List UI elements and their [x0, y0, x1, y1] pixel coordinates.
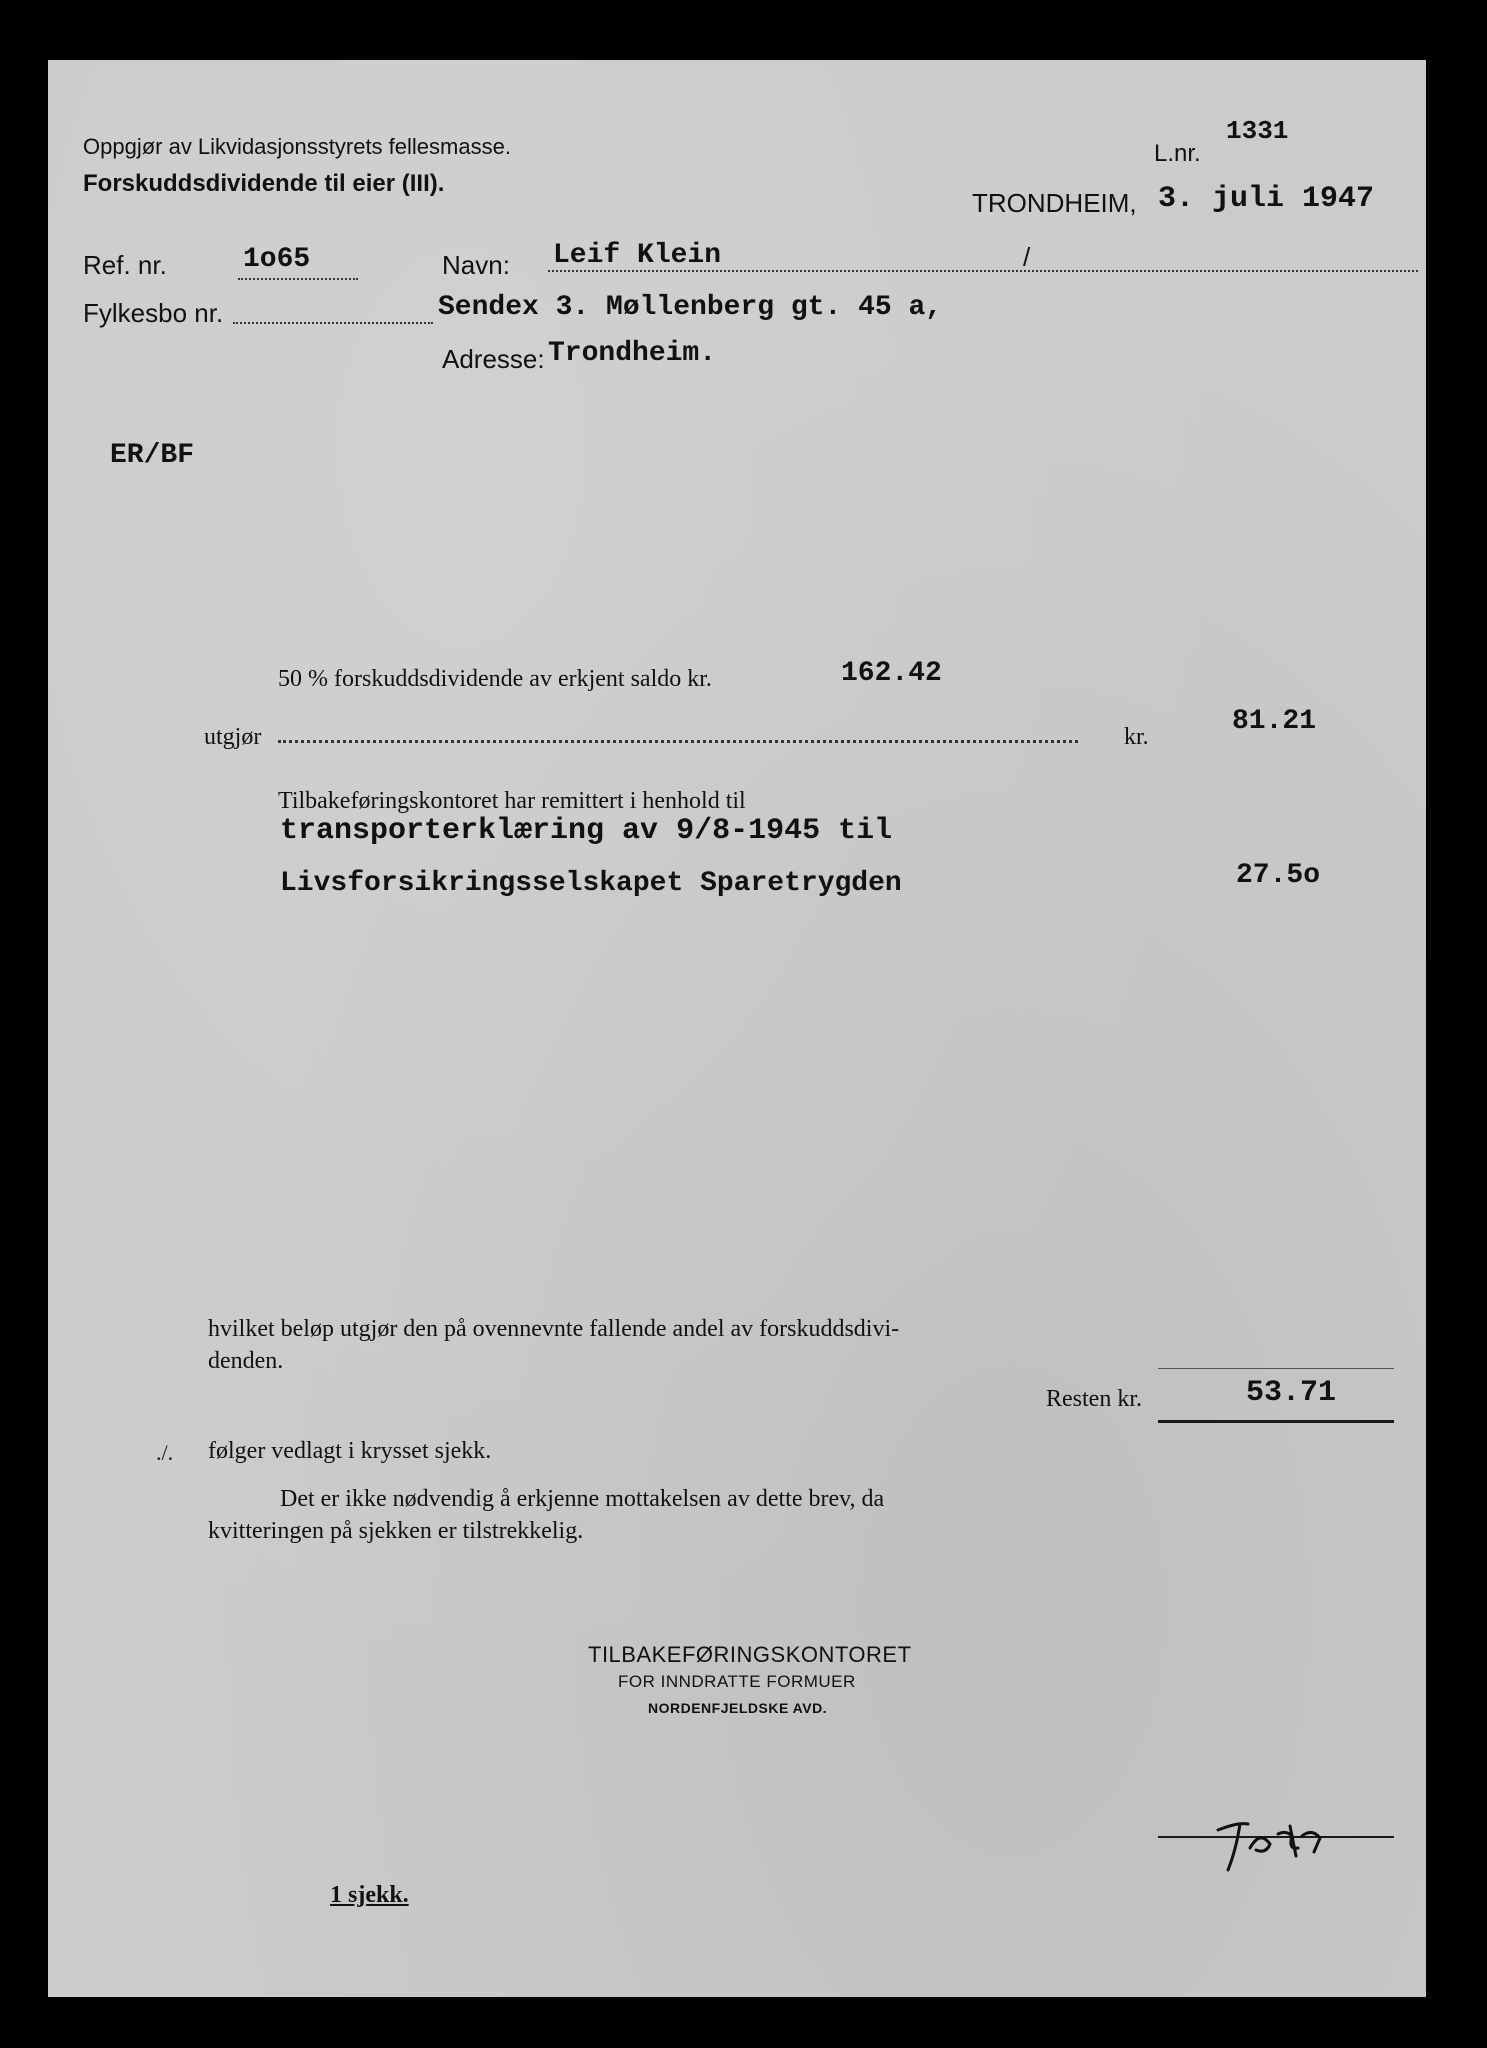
name-dotted-line	[548, 270, 1418, 272]
rest-bottom-rule	[1158, 1420, 1394, 1423]
dividend-text: 50 % forskuddsdividende av erkjent saldo kr.	[278, 666, 712, 692]
lnr-label: L.nr.	[1154, 140, 1201, 167]
ref-dotted-line	[238, 278, 358, 280]
stamp-line2: FOR INNDRATTE FORMUER	[618, 1672, 856, 1691]
fylkesbo-label: Fylkesbo nr.	[83, 298, 224, 328]
name-label: Navn:	[442, 250, 510, 280]
rest-value: 53.71	[1246, 1376, 1337, 1410]
share-text-1: hvilket beløp utgjør den på ovennevnte fallende andel av forskuddsdivi-	[208, 1316, 900, 1342]
remitted-text: Tilbakeføringskontoret har remittert i henhold til	[278, 788, 746, 814]
check-mark: ./.	[156, 1440, 174, 1465]
stamp-line1: TILBAKEFØRINGSKONTORET	[588, 1642, 912, 1667]
name-value: Leif Klein	[553, 240, 722, 271]
header-line1: Oppgjør av Likvidasjonsstyrets fellesmasse.	[83, 134, 511, 159]
address-value: Trondheim.	[548, 338, 717, 369]
check-text: følger vedlagt i krysset sjekk.	[208, 1438, 492, 1464]
reference-initials: ER/BF	[110, 440, 195, 471]
date-value: 3. juli 1947	[1158, 182, 1375, 216]
receipt-text-2: kvitteringen på sjekken er tilstrekkelig.	[208, 1518, 584, 1544]
fylkesbo-dotted-line	[233, 322, 433, 324]
document-sheet	[48, 60, 1426, 1997]
address-line1: Sendex 3. Møllenberg gt. 45 a,	[438, 292, 943, 323]
utgjor-label: utgjør	[204, 724, 262, 750]
enclosure-note: 1 sjekk.	[330, 1882, 409, 1908]
utgjor-dotted-leader	[278, 740, 1078, 743]
ref-label: Ref. nr.	[83, 250, 167, 280]
address-label: Adresse:	[442, 344, 545, 374]
ref-value: 1o65	[243, 244, 311, 275]
place-label: TRONDHEIM,	[972, 188, 1137, 218]
receipt-text-1: Det er ikke nødvendig å erkjenne mottakelsen av dette brev, da	[280, 1486, 885, 1512]
utgjor-value: 81.21	[1232, 706, 1317, 737]
share-text-2: denden.	[208, 1348, 284, 1374]
kr-label: kr.	[1124, 724, 1149, 750]
rest-top-rule	[1158, 1368, 1394, 1369]
stamp-line3: NORDENFJELDSKE AVD.	[648, 1700, 828, 1716]
signature-mark	[1208, 1800, 1358, 1880]
saldo-value: 162.42	[841, 658, 942, 689]
header-line2: Forskuddsdividende til eier (III).	[83, 170, 445, 197]
transfer-value: 27.5o	[1236, 860, 1321, 891]
lnr-value: 1331	[1226, 116, 1289, 146]
transfer-line1: transporterklæring av 9/8-1945 til	[280, 814, 893, 848]
rest-label: Resten kr.	[1046, 1386, 1142, 1412]
transfer-line2: Livsforsikringsselskapet Sparetrygden	[280, 868, 902, 899]
name-slash: /	[1023, 242, 1031, 272]
